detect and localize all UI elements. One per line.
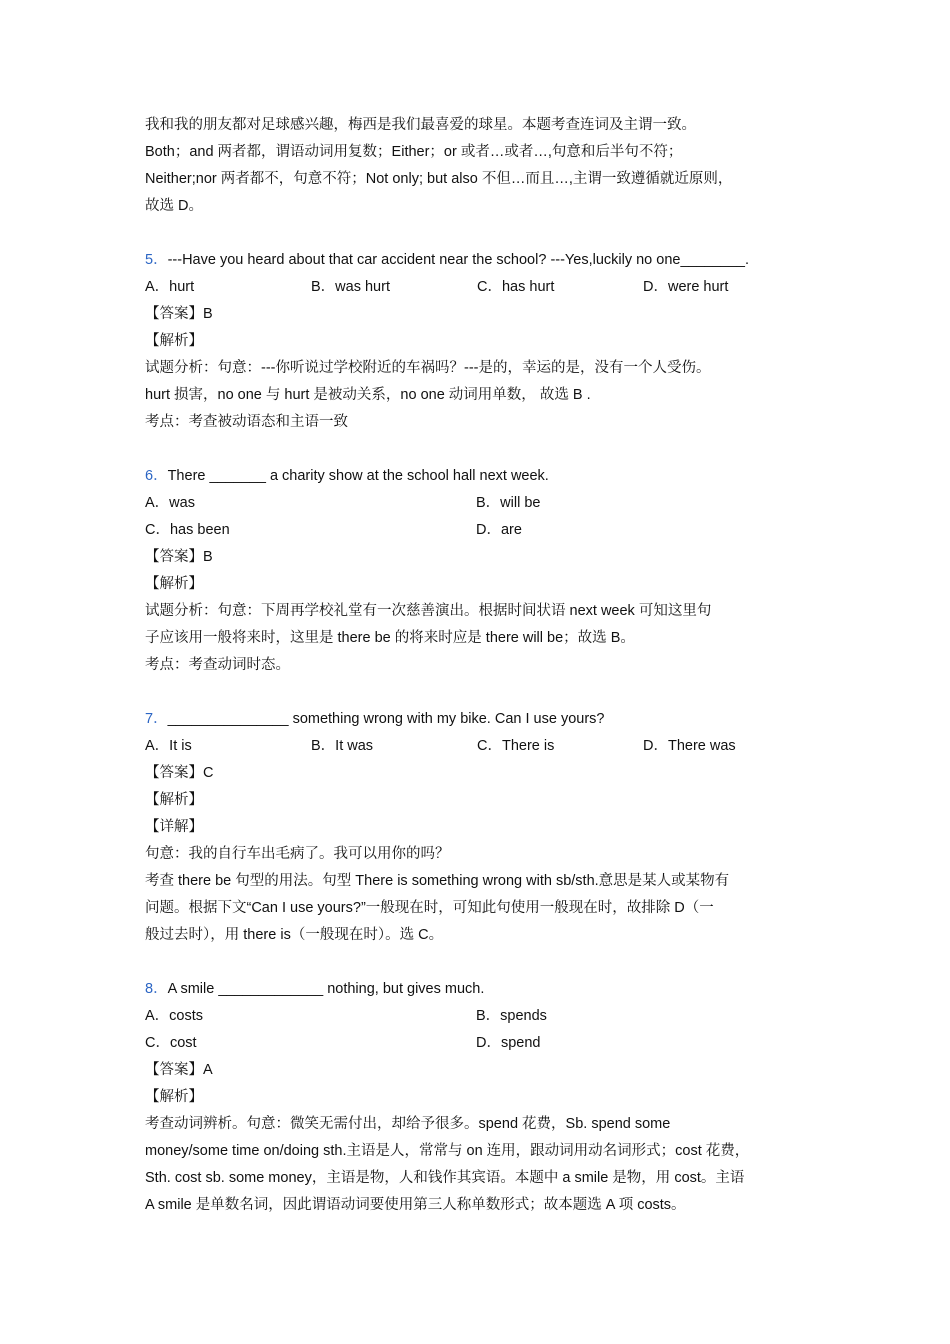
question-stem — [145, 706, 825, 733]
explanation-line: 考查动词辨析。句意：微笑无需付出，却给予很多。spend 花费，Sb. spend some — [145, 1116, 671, 1132]
option-b: B．will be — [476, 495, 541, 511]
answer-line: 【答案】B — [145, 306, 213, 322]
explanation-line: money/some time on/doing sth.主语是人，常常与 on 连用，跟动词用动名词形式；cost 花费， — [145, 1143, 750, 1159]
question-number: 7． — [145, 711, 168, 727]
explanation-line: 考点：考查动词时态。 — [145, 657, 290, 673]
document-page — [145, 112, 825, 1219]
option-b: B．spends — [476, 1008, 547, 1024]
explanation-line: A smile 是单数名词，因此谓语动词要使用第三人称单数形式；故本题选 A 项 costs。 — [145, 1197, 686, 1213]
analysis-label: 【解析】 — [145, 576, 203, 592]
text-line: 故选 D。 — [145, 198, 203, 214]
text-line: Neither;nor 两者都不，句意不符；Not only; but also 不但…而且…,主谓一致遵循就近原则， — [145, 171, 733, 187]
explanation-line: 子应该用一般将来时，这里是 there be 的将来时应是 there will be；故选 B。 — [145, 630, 635, 646]
option-c: C．There is — [477, 738, 555, 754]
explanation-line: 考查 there be 句型的用法。句型 There is something wrong with sb/sth.意思是某人或某物有 — [145, 873, 730, 889]
question-6 — [145, 463, 825, 679]
explanation-line: 试题分析：句意：下周再学校礼堂有一次慈善演出。根据时间状语 next week 可知这里句 — [145, 603, 712, 619]
explanation-line: Sth. cost sb. some money，主语是物，人和钱作其宾语。本题中 a smile 是物，用 cost。主语 — [145, 1170, 745, 1186]
option-a: A．costs — [145, 1008, 204, 1024]
intro-explanation — [145, 112, 825, 220]
question-text: A smile _____________ nothing, but gives much. — [167, 981, 485, 997]
question-stem — [145, 976, 825, 1003]
question-number: 6． — [145, 468, 168, 484]
option-a: A．hurt — [145, 279, 195, 295]
explanation-line: 句意：我的自行车出毛病了。我可以用你的吗？ — [145, 846, 450, 862]
options-row — [145, 1003, 825, 1030]
explanation-line: 试题分析：句意：---你听说过学校附近的车祸吗？---是的，幸运的是，没有一个人受伤。 — [145, 360, 711, 376]
option-c: C．has been — [145, 522, 230, 538]
options-row — [145, 1030, 825, 1057]
answer-line: 【答案】A — [145, 1062, 213, 1078]
option-a: A．It is — [145, 738, 192, 754]
option-d: D．are — [476, 522, 522, 538]
options-row — [145, 733, 825, 760]
analysis-label: 【解析】 — [145, 1089, 203, 1105]
option-a: A．was — [145, 495, 195, 511]
explanation-line: hurt 损害，no one 与 hurt 是被动关系，no one 动词用单数， 故选 B . — [145, 387, 591, 403]
options-row — [145, 274, 825, 301]
text-line: Both；and 两者都，谓语动词用复数；Either；or 或者…或者…,句意和后半句不符； — [145, 144, 683, 160]
question-5 — [145, 247, 825, 436]
option-d: D．were hurt — [643, 279, 729, 295]
option-b: B．It was — [311, 738, 374, 754]
question-stem — [145, 247, 825, 274]
question-text: There _______ a charity show at the school hall next week. — [167, 468, 549, 484]
option-c: C．has hurt — [477, 279, 555, 295]
question-stem — [145, 463, 825, 490]
answer-line: 【答案】C — [145, 765, 214, 781]
explanation-line: 般过去时），用 there is（一般现在时）。选 C。 — [145, 927, 444, 943]
question-8 — [145, 976, 825, 1219]
option-b: B．was hurt — [311, 279, 390, 295]
explanation-line: 考点：考查被动语态和主语一致 — [145, 414, 348, 430]
option-d: D．spend — [476, 1035, 541, 1051]
question-text: _______________ something wrong with my bike. Can I use yours? — [167, 711, 605, 727]
options-row — [145, 490, 825, 517]
question-7 — [145, 706, 825, 949]
question-number: 5． — [145, 252, 168, 268]
detail-label: 【详解】 — [145, 819, 203, 835]
explanation-line: 问题。根据下文“Can I use yours?”一般现在时，可知此句使用一般现在时，故排除 D（一 — [145, 900, 714, 916]
options-row — [145, 517, 825, 544]
question-text: ---Have you heard about that car accident near the school? ---Yes,luckily no one________. — [167, 252, 750, 268]
text-line: 我和我的朋友都对足球感兴趣，梅西是我们最喜爱的球星。本题考查连词及主谓一致。 — [145, 117, 696, 133]
analysis-label: 【解析】 — [145, 792, 203, 808]
answer-line: 【答案】B — [145, 549, 213, 565]
option-d: D．There was — [643, 738, 736, 754]
analysis-label: 【解析】 — [145, 333, 203, 349]
option-c: C．cost — [145, 1035, 197, 1051]
question-number: 8． — [145, 981, 168, 997]
